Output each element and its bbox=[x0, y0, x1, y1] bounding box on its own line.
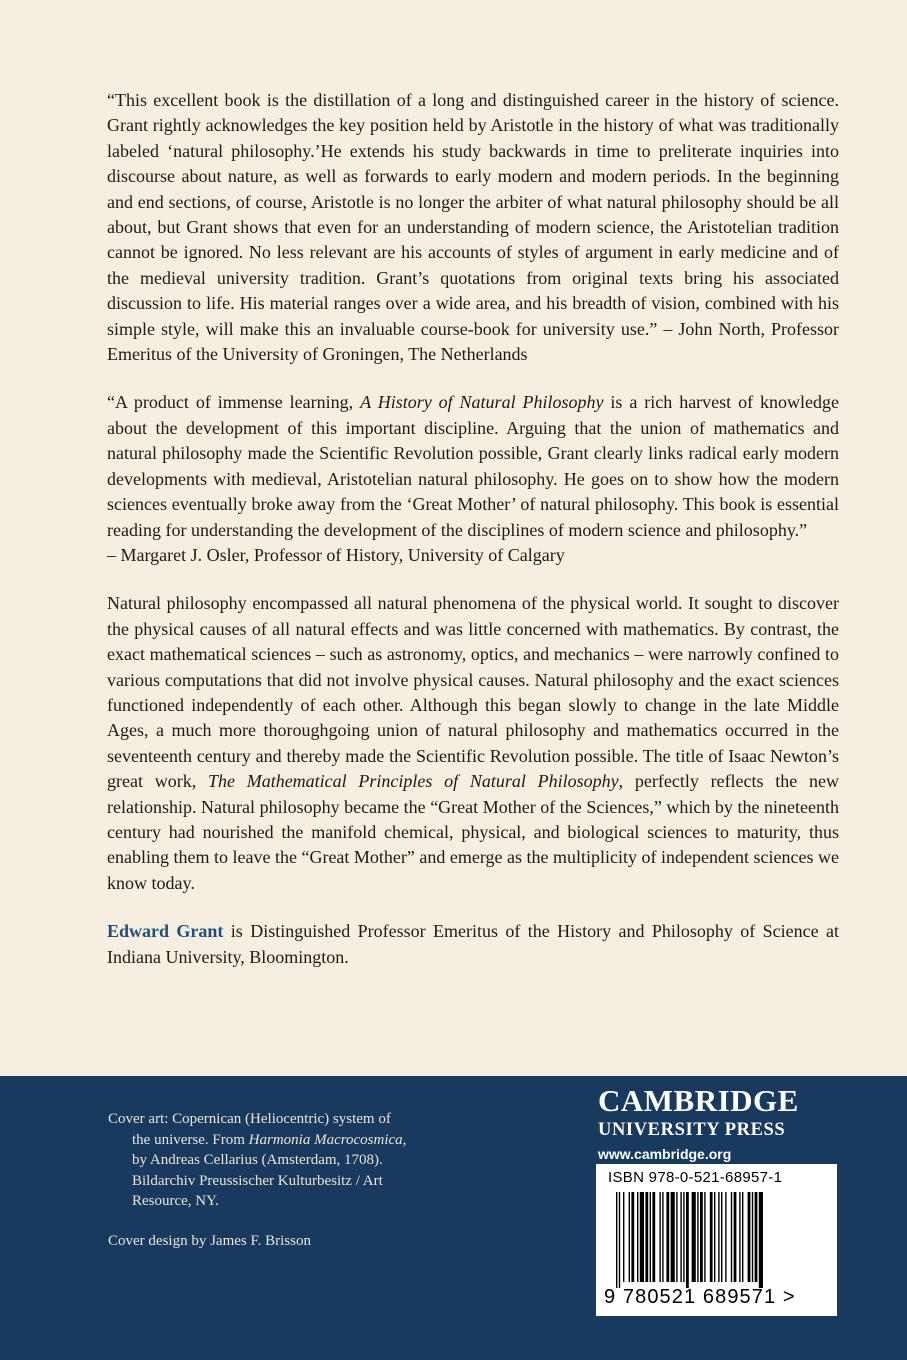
barcode-bar bbox=[650, 1192, 651, 1282]
barcode-bar bbox=[704, 1192, 705, 1282]
barcode-bar bbox=[645, 1192, 648, 1282]
barcode-bar bbox=[734, 1192, 737, 1282]
barcode-bar bbox=[631, 1192, 634, 1282]
barcode-bar bbox=[697, 1192, 698, 1282]
review-north bbox=[107, 88, 839, 367]
barcode-bar bbox=[671, 1192, 675, 1282]
publisher-name: CAMBRIDGE bbox=[598, 1083, 799, 1118]
newton-work-title: The Mathematical Principles of Natural Philosophy bbox=[207, 771, 619, 792]
barcode-digits: 9 780521 689571 > bbox=[604, 1286, 796, 1308]
barcode-bar bbox=[629, 1192, 630, 1282]
barcode-bar bbox=[676, 1192, 677, 1282]
author-name: Edward Grant bbox=[107, 921, 224, 942]
barcode-bar bbox=[755, 1192, 758, 1282]
barcode-bar bbox=[739, 1192, 740, 1282]
barcode-bar bbox=[680, 1192, 681, 1282]
barcode-bar bbox=[637, 1192, 638, 1282]
isbn-barcode bbox=[596, 1164, 837, 1316]
publisher-logo bbox=[598, 1083, 838, 1165]
credit-line-5: Resource, NY. bbox=[132, 1193, 219, 1209]
barcode-bar bbox=[742, 1192, 743, 1282]
barcode-bar bbox=[652, 1192, 655, 1282]
barcode-bar bbox=[640, 1192, 644, 1282]
barcode-bar bbox=[718, 1192, 719, 1282]
credit-line-4: Bildarchiv Preussischer Kulturbesitz / Art bbox=[132, 1172, 383, 1189]
credit-line-3: by Andreas Cellarius (Amsterdam, 1708). bbox=[132, 1152, 383, 1168]
cover-design-credit: Cover design by James F. Brisson bbox=[108, 1232, 311, 1249]
book-description-text-1: Natural philosophy encompassed all natural phenomena of the physical world. It sought to discover the physical causes of all natural effects and was little concerned with mathematics. By contrast, the exact mathematical sciences – such as astronomy, optics, and mechanics – were narrowly confined to various computations that did not involve physical causes. Natural philosophy and the exact sciences functioned independently of each other. Although this began slowly to change in the late Middle Ages, a much more thoroughgoing union of natural philosophy and mathematics occurred in the seventeenth century and thereby made the Scientific Revolution possible. The title of Isaac Newton’s great work, bbox=[107, 593, 839, 792]
credit-line-2-text: the universe. From bbox=[132, 1131, 249, 1148]
author-bio-text: is Distinguished Professor Emeritus of the History and Philosophy of Science at Indiana University, Bloomington. bbox=[107, 921, 839, 967]
barcode-bar bbox=[721, 1192, 722, 1282]
barcode-bar bbox=[725, 1192, 726, 1282]
publisher-url: www.cambridge.org bbox=[598, 1146, 732, 1162]
credit-source-title: Harmonia Macrocosmica bbox=[248, 1131, 403, 1148]
review-osler-text: is a rich harvest of knowledge about the development of this important discipline. Arguing that the union of mathematics and natural philosophy made the Scientific Revolution possible, Grant clearly links radical early modern developments with medieval, Aristotelian natural philosophy. He goes on to show how the modern sciences eventually broke away from the ‘Great Mother’ of natural philosophy. This book is essential reading for understanding the development of the disciplines of modern science and philosophy.” bbox=[107, 392, 840, 540]
publisher-subname: UNIVERSITY PRESS bbox=[598, 1120, 786, 1140]
credit-line-2 bbox=[108, 1130, 453, 1151]
barcode-bar bbox=[683, 1192, 684, 1282]
barcode-bar bbox=[619, 1192, 620, 1288]
barcode-bar bbox=[666, 1192, 669, 1282]
barcode-bar bbox=[623, 1192, 624, 1282]
credit-line-1: Cover art: Copernican (Heliocentric) system of bbox=[108, 1111, 391, 1127]
barcode-bar bbox=[748, 1192, 751, 1282]
review-osler bbox=[107, 390, 839, 568]
book-description bbox=[107, 591, 839, 896]
barcode-bar bbox=[692, 1192, 696, 1282]
barcode-bar bbox=[662, 1192, 663, 1282]
text-column bbox=[107, 88, 839, 970]
review-north-text: “This excellent book is the distillation of a long and distinguished career in the history of science. Grant rightly acknowledges the key position held by Aristotle in the history of what was traditionally labeled ‘natural philosophy.’He extends his study backwards in time to preliterate inquiries into discourse about nature, as well as forwards to early modern and modern periods. In the beginning and end sections, of course, Aristotle is no longer the arbiter of what natural philosophy should be all about, but Grant shows that even for an understanding of modern science, the Aristotelian tradition cannot be ignored. No less relevant are his accounts of styles of argument in early medicine and of the medieval university tradition. Grant’s quotations from original texts bring his associated discussion to life. His material ranges over a wide area, and his breadth of vision, combined with his simple style, will make this an invaluable course-book for university use.” – John North, Professor Emeritus of the University of Groningen, The Netherlands bbox=[107, 90, 839, 365]
barcode-bar bbox=[731, 1192, 732, 1282]
barcode-bar bbox=[616, 1192, 617, 1288]
barcode-bar bbox=[710, 1192, 713, 1282]
barcode-bar bbox=[700, 1192, 703, 1282]
credit-line-2-end: , bbox=[402, 1131, 407, 1148]
review-osler-book-title: A History of Natural Philosophy bbox=[360, 392, 604, 413]
cover-credits bbox=[108, 1109, 453, 1251]
review-osler-lead: “A product of immense learning, bbox=[107, 392, 361, 413]
review-osler-attribution: – Margaret J. Osler, Professor of History, University of Calgary bbox=[107, 544, 565, 565]
barcode-bar bbox=[686, 1192, 689, 1288]
barcode-bar bbox=[659, 1192, 660, 1282]
book-description-text-2: , perfectly reflects the new relationship. Natural philosophy became the “Great Mother of the Sciences,” which by the nineteenth century had nourished the manifold chemical, physical, and biological sciences to maturity, thus enabling them to leave the “Great Mother” and emerge as the multiplicity of independent sciences we know today. bbox=[107, 771, 840, 893]
barcode-bar bbox=[759, 1192, 763, 1288]
author-bio bbox=[107, 919, 839, 970]
barcode-bar bbox=[752, 1192, 753, 1282]
barcode-bar bbox=[714, 1192, 715, 1282]
isbn-label: ISBN 978-0-521-68957-1 bbox=[608, 1169, 783, 1186]
